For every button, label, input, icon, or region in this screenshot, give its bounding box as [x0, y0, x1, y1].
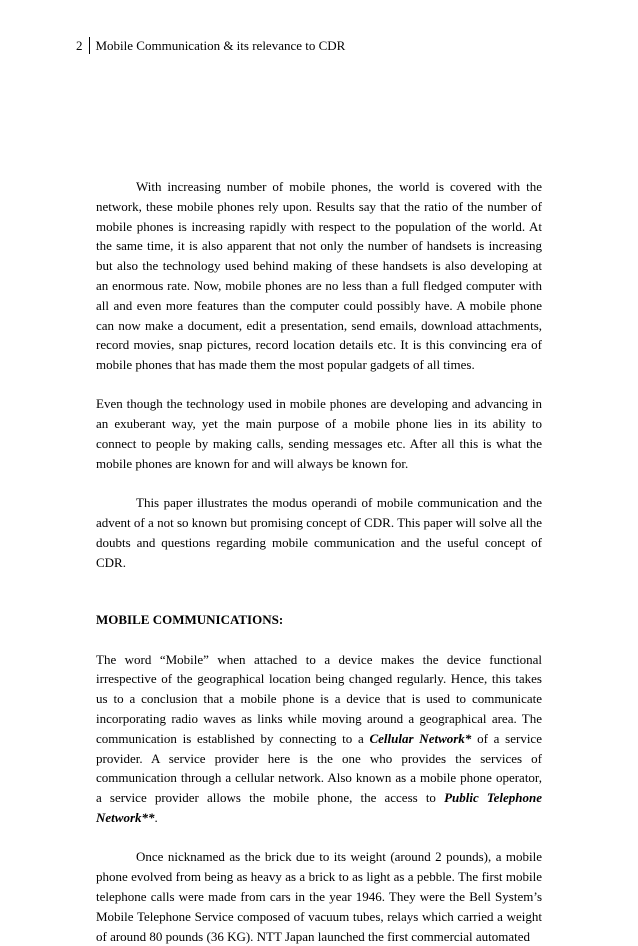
header-divider	[89, 37, 90, 54]
running-title: Mobile Communication & its relevance to CDR	[95, 37, 346, 53]
paragraph-intro: With increasing number of mobile phones, the world is covered with the network, these mobile phones rely upon. Results say that the ratio of the number of mobile phones is increasing rapidly with respect to the population of the world. At the same time, it is also apparent that not only the number of handsets is increasing but also the technology used behind making of these handsets is also developing at an enormous rate. Now, mobile phones are no less than a full fledged computer with all and even more features than the computer could possibly have. A mobile phone can now make a document, edit a presentation, send emails, download attachments, record movies, snap pictures, record location details etc. It is this convincing era of mobile phones that has made them the most popular gadgets of all times.	[96, 179, 542, 373]
paragraph-history: Once nicknamed as the brick due to its weight (around 2 pounds), a mobile phone evolved from being as heavy as a brick to as light as a pebble. The first mobile telephone calls were made from cars in the year 1946. They were the Bell System’s Mobile Telephone Service composed of vacuum tubes, relays which carried a weight of around 80 pounds (36 KG). NTT Japan launched the first commercial automated	[96, 849, 542, 944]
paragraph-purpose: Even though the technology used in mobile phones are developing and advancing in an exuberant way, yet the main purpose of a mobile phone lies in its ability to connect to people by making calls, sending messages etc. After all this is what the mobile phones are known for and will always be known for.	[96, 396, 542, 471]
term-cellular-network: Cellular Network*	[369, 730, 472, 746]
paragraph-definition	[96, 650, 542, 828]
body-text	[96, 177, 542, 946]
definition-text-3: .	[154, 810, 158, 826]
paragraph-scope: This paper illustrates the modus operandi of mobile communication and the advent of a not so known but promising concept of CDR. This paper will solve all the doubts and questions regarding mobile communication and the useful concept of CDR.	[96, 495, 542, 570]
definition-text-1: The word “Mobile” when attached to a device makes the device functional irrespective of the geographical location being changed regularly. Hence, this takes us to a conclusion that a mobile phone is a device that is used to communicate incorporating radio waves as links while moving around a geographical area. The communication is established by connecting to a	[96, 651, 542, 746]
definition-text-2: of a service provider. A service provider here is the one who provides the services of communication through a cellular network. Also known as a mobile phone operator, a service provider allows the mobile phone, the access to	[96, 730, 542, 806]
page-number: 2	[76, 37, 83, 53]
running-header	[76, 37, 345, 54]
section-heading: MOBILE COMMUNICATIONS:	[96, 612, 284, 628]
term-public-telephone-network: Public Telephone Network**	[96, 790, 543, 826]
